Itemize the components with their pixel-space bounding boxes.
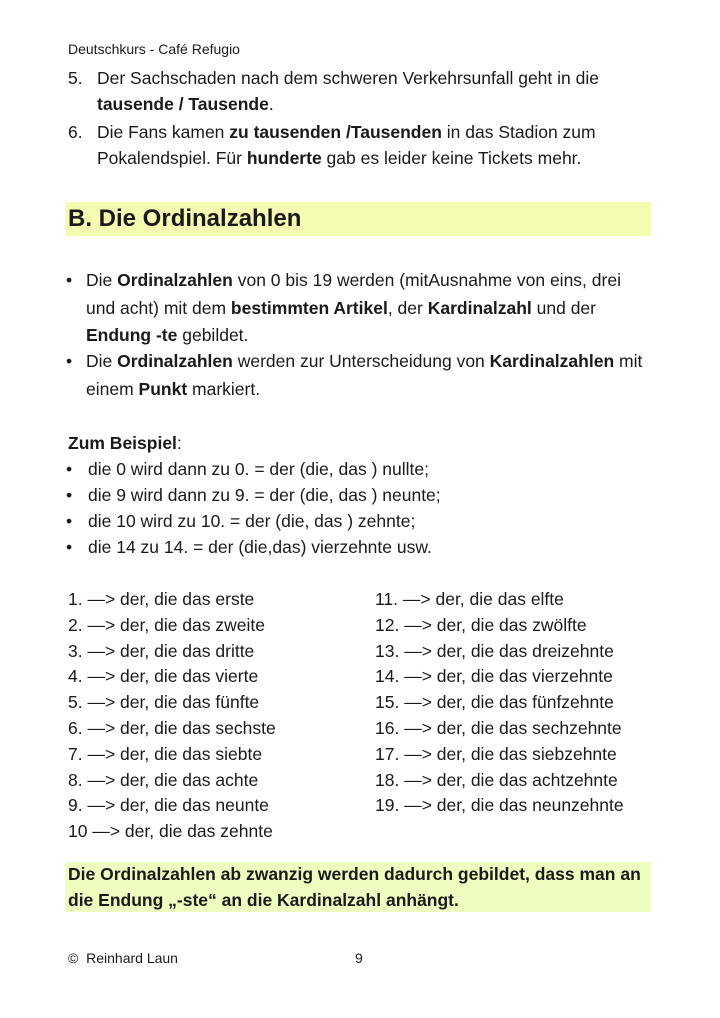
- ordinal-item: 19. —> der, die das neunzehnte: [375, 795, 624, 816]
- exercise-number: 6.: [68, 122, 83, 142]
- note-text: Die Ordinalzahlen ab zwanzig werden dadurch gebildet, dass man an die Endung „-ste“ an die Kardinalzahl anhängt.: [68, 864, 641, 910]
- ordinal-item: 14. —> der, die das vierzehnte: [375, 666, 613, 687]
- bold-run: Kardinalzahlen: [489, 351, 615, 371]
- ordinal-item: 13. —> der, die das dreizehnte: [375, 640, 614, 661]
- text-run: , der: [387, 297, 428, 318]
- text-run: von 0 bis 19 werden (mitAusnahme von eins, drei und acht) mit dem: [86, 270, 621, 318]
- text-run: mit einem: [86, 351, 643, 399]
- text-run: gebildet.: [177, 325, 249, 345]
- examples-heading-colon: :: [176, 433, 182, 453]
- bullet-icon: •: [66, 351, 73, 371]
- text-run: gab es leider keine Tickets mehr.: [321, 148, 582, 168]
- exercise-item-5: [68, 65, 657, 117]
- page-header: Deutschkurs - Café Refugio: [68, 41, 240, 57]
- bold-run: Ordinalzahlen: [117, 270, 233, 290]
- exercise-text: [97, 65, 657, 117]
- text-run: Die: [86, 351, 118, 371]
- bold-run: Kardinalzahl: [427, 297, 532, 318]
- text-run: und der: [531, 297, 596, 318]
- text-run: in das Stadion zum Pokalendspiel. Für: [97, 122, 596, 168]
- ordinal-item: 18. —> der, die das achtzehnte: [375, 769, 618, 790]
- text-run: Der Sachschaden nach dem schweren Verkehrsunfall geht in die: [97, 68, 599, 88]
- section-title: B. Die Ordinalzahlen: [68, 205, 302, 232]
- example-item: [66, 534, 432, 560]
- examples-heading-label: Zum Beispiel: [68, 433, 177, 453]
- ordinal-item: 7. —> der, die das siebte: [68, 743, 263, 764]
- example-text: die 0 wird dann zu 0. = der (die, das ) nullte;: [88, 459, 429, 479]
- text-run: markiert.: [187, 378, 261, 399]
- ordinal-item: 6. —> der, die das sechste: [68, 718, 276, 738]
- bullet-icon: •: [66, 270, 73, 290]
- ordinal-item: 10 —> der, die das zehnte: [68, 821, 273, 842]
- bullet-icon: •: [66, 459, 73, 479]
- bold-run: Endung -te: [86, 325, 178, 345]
- copyright-icon: ©: [68, 950, 79, 966]
- bullet-icon: •: [66, 511, 73, 531]
- page-number: 9: [355, 950, 363, 966]
- ordinal-item: 11. —> der, die das elfte: [375, 589, 564, 609]
- example-text: die 9 wird dann zu 9. = der (die, das ) neunte;: [88, 485, 441, 505]
- bullet-icon: •: [66, 485, 73, 505]
- exercise-item-6: [68, 119, 657, 171]
- bold-run: tausende / Tausende: [97, 94, 269, 114]
- exercise-text: [97, 119, 657, 171]
- example-item: [66, 456, 429, 482]
- ordinal-item: 3. —> der, die das dritte: [68, 640, 255, 661]
- text-run: Die Fans kamen: [97, 122, 230, 142]
- bold-run: bestimmten Artikel: [230, 297, 388, 318]
- ordinal-item: 1. —> der, die das erste: [68, 589, 255, 609]
- bold-run: Punkt: [138, 378, 188, 399]
- ordinal-item: 9. —> der, die das neunte: [68, 795, 269, 816]
- exercise-number: 5.: [68, 68, 83, 88]
- ordinal-item: 2. —> der, die das zweite: [68, 614, 265, 635]
- example-text: die 14 zu 14. = der (die,das) vierzehnte usw.: [88, 537, 432, 557]
- footer-author: [68, 950, 178, 966]
- ordinal-item: 8. —> der, die das achte: [68, 769, 259, 790]
- example-item: [66, 482, 441, 508]
- bullet-icon: •: [66, 537, 73, 557]
- examples-heading: [68, 430, 182, 456]
- ordinal-item: 12. —> der, die das zwölfte: [375, 614, 587, 635]
- rule-item: [66, 267, 646, 350]
- bold-run: Ordinalzahlen: [117, 351, 233, 371]
- ordinal-item: 4. —> der, die das vierte: [68, 666, 259, 687]
- text-run: Die: [86, 270, 118, 290]
- rule-text: [86, 267, 646, 350]
- ordinal-item: 16. —> der, die das sechzehnte: [375, 718, 622, 738]
- ordinal-item: 15. —> der, die das fünfzehnte: [375, 692, 614, 713]
- bold-run: zu tausenden /Tausenden: [229, 122, 442, 142]
- text-run: werden zur Unterscheidung von: [232, 351, 490, 371]
- text-run: .: [268, 94, 274, 114]
- ordinal-item: 17. —> der, die das siebzehnte: [375, 743, 617, 764]
- example-text: die 10 wird zu 10. = der (die, das ) zehnte;: [88, 511, 416, 531]
- rule-item: [66, 348, 646, 403]
- example-item: [66, 508, 415, 534]
- author-name: Reinhard Laun: [86, 950, 178, 966]
- ordinal-item: 5. —> der, die das fünfte: [68, 692, 260, 713]
- bold-run: hunderte: [246, 148, 322, 168]
- rule-text: [86, 348, 646, 403]
